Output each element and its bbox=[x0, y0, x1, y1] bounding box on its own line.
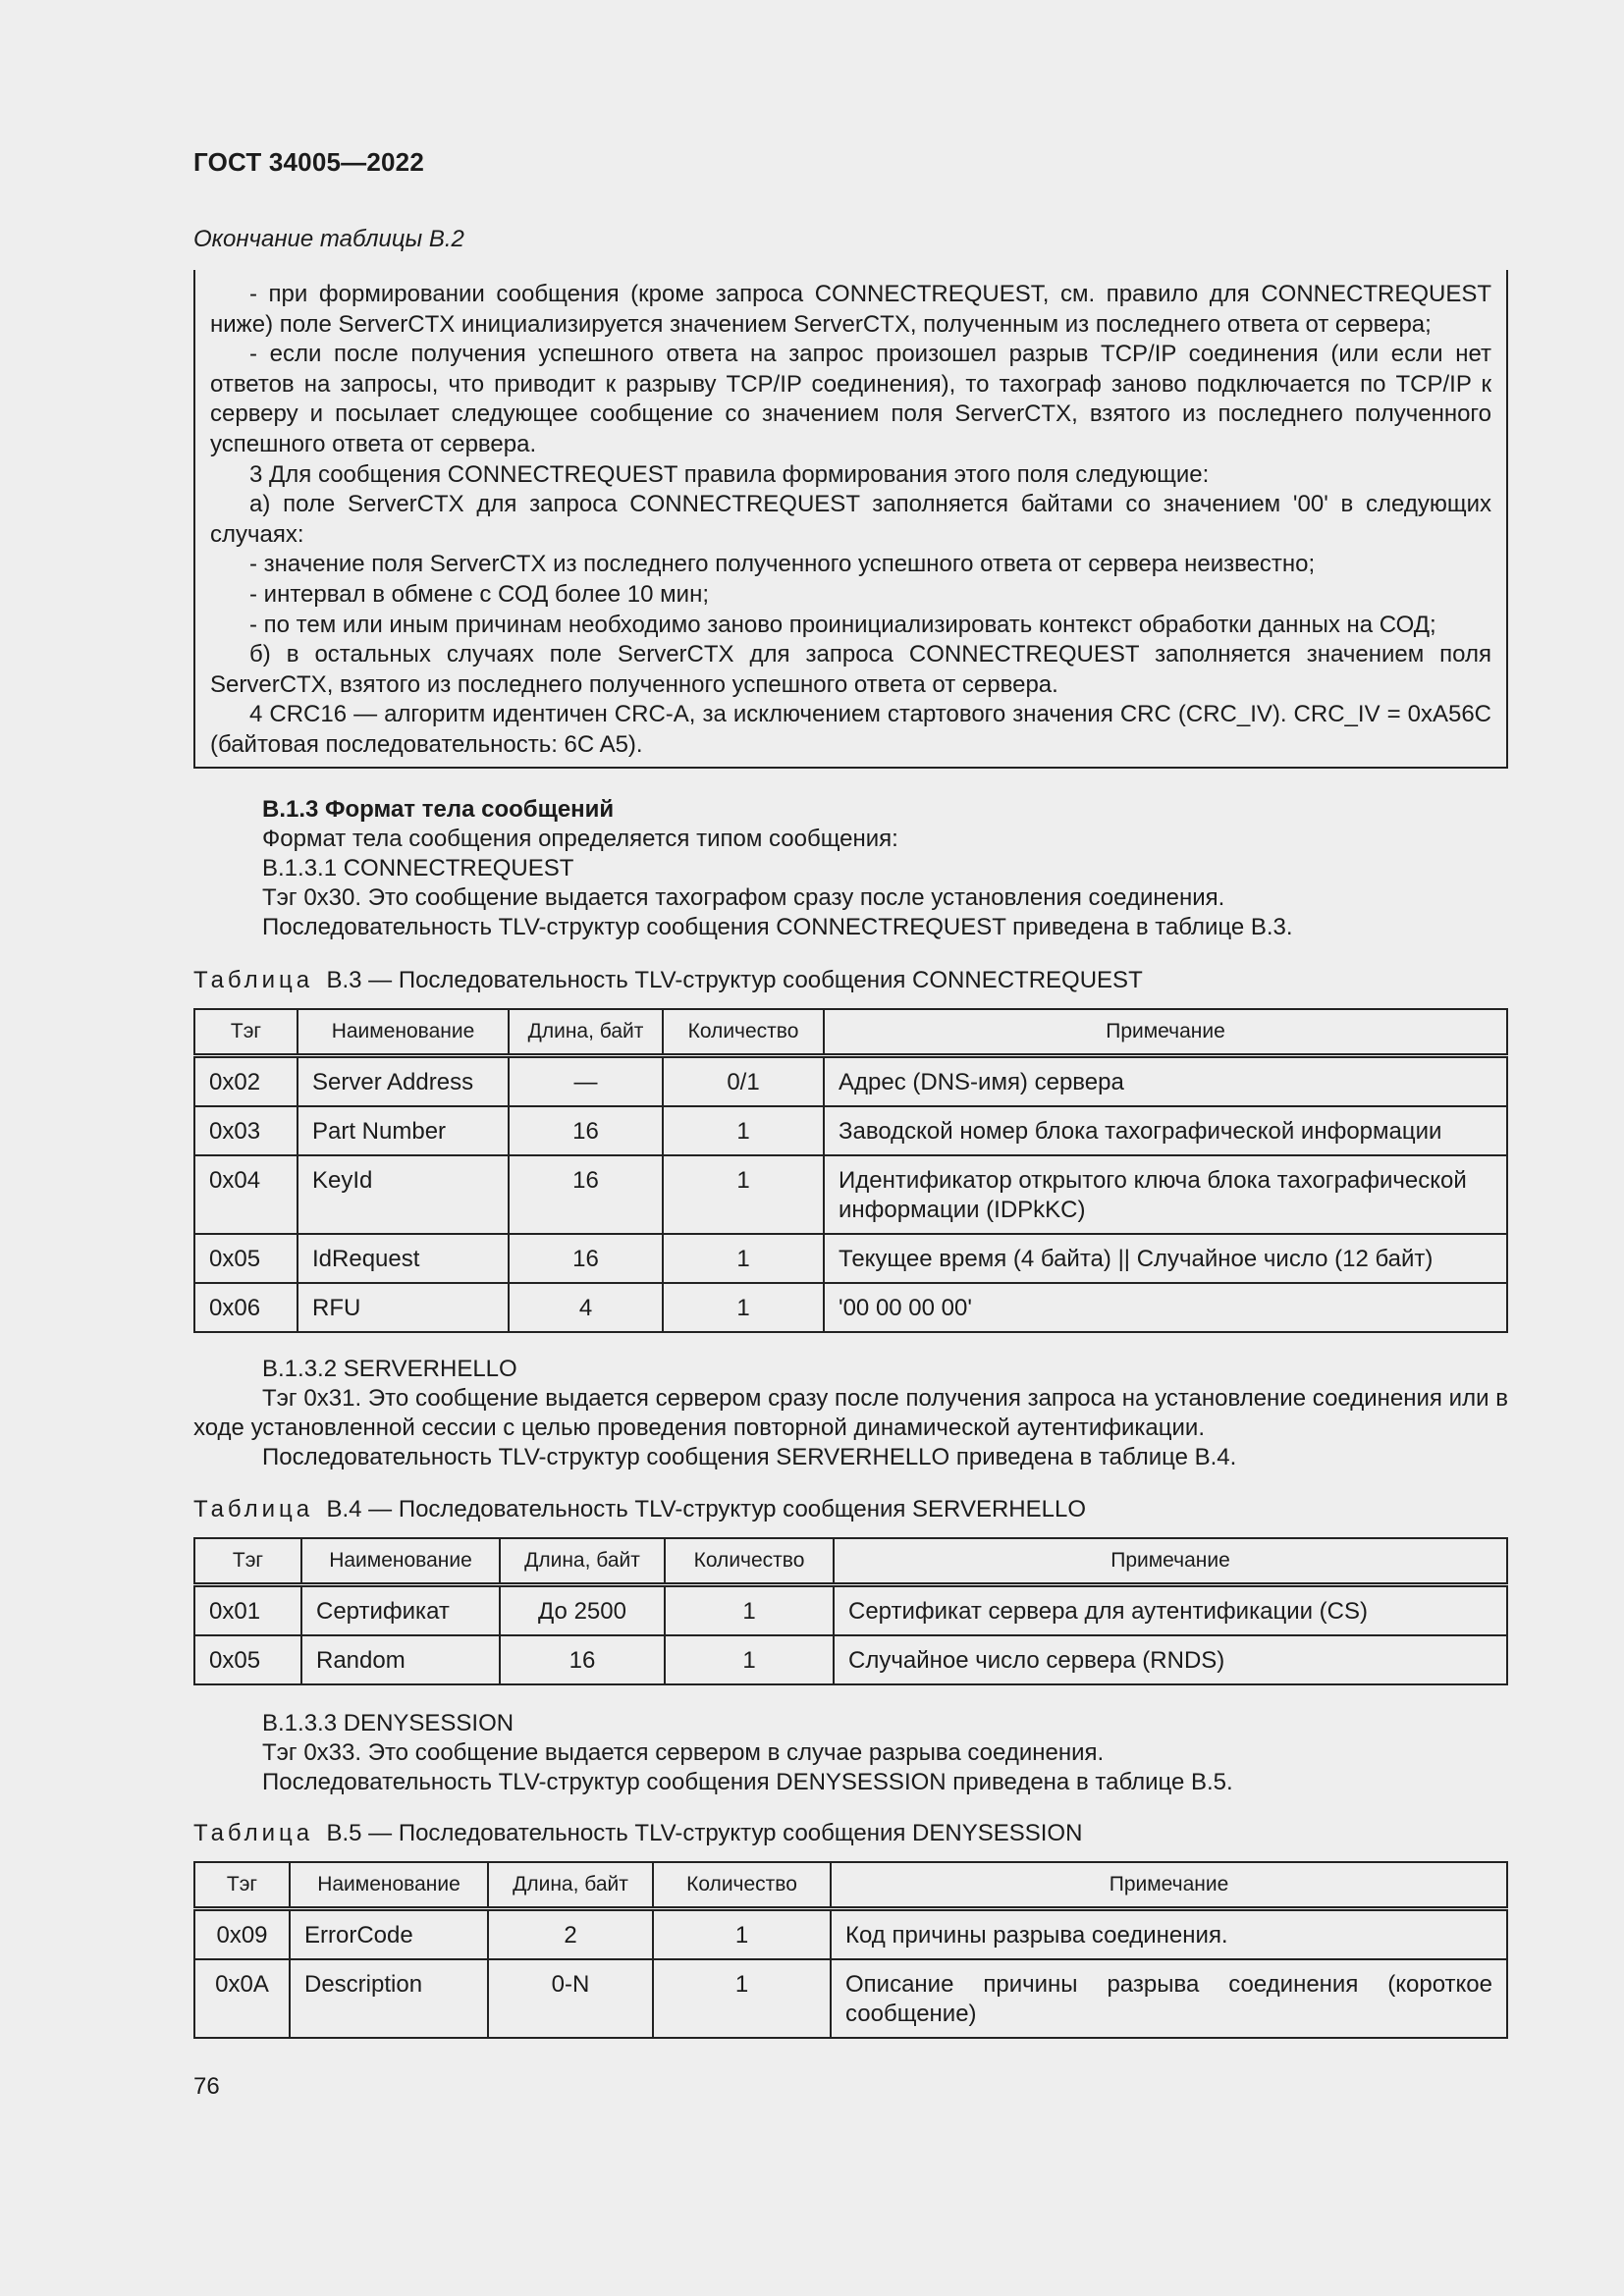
subsection-ref: Последовательность TLV-структур сообщения CONNECTREQUEST приведена в таблице В.3. bbox=[262, 914, 1293, 940]
subsection-title: В.1.3.1 CONNECTREQUEST bbox=[262, 855, 574, 881]
header-cell: Длина, байт bbox=[488, 1862, 653, 1909]
cell-note: Описание причины разрыва соединения (короткое сообщение) bbox=[831, 1959, 1507, 2038]
cell-length: — bbox=[509, 1056, 663, 1107]
table-b3-caption bbox=[193, 967, 1143, 994]
cell-note: Сертификат сервера для аутентификации (CS) bbox=[834, 1585, 1507, 1636]
header-cell: Длина, байт bbox=[500, 1538, 665, 1585]
cell-length: До 2500 bbox=[500, 1585, 665, 1636]
table-row bbox=[194, 1106, 1507, 1155]
subsection-text: Тэг 0x31. Это сообщение выдается сервером сразу после получения запроса на установление соединения или в ходе установленной сессии с целью проведения повторной динамической аутентификации. bbox=[193, 1385, 1508, 1441]
cell-tag: 0x03 bbox=[194, 1106, 298, 1155]
cell-count: 1 bbox=[653, 1959, 831, 2038]
caption-word: Таблица bbox=[193, 1496, 314, 1522]
table-row bbox=[194, 1585, 1507, 1636]
section-intro: Формат тела сообщения определяется типом сообщения: bbox=[262, 826, 898, 852]
cell-note: Заводской номер блока тахографической информации bbox=[824, 1106, 1507, 1155]
table-b5 bbox=[193, 1861, 1508, 2039]
header-cell: Примечание bbox=[824, 1009, 1507, 1056]
cell-length: 4 bbox=[509, 1283, 663, 1332]
subsection-text: Тэг 0x30. Это сообщение выдается тахографом сразу после установления соединения. bbox=[262, 884, 1225, 911]
cell-length: 16 bbox=[500, 1635, 665, 1684]
box-paragraph: 3 Для сообщения CONNECTREQUEST правила формирования этого поля следующие: bbox=[249, 460, 1210, 488]
cell-tag: 0x01 bbox=[194, 1585, 301, 1636]
table-header-row bbox=[194, 1538, 1507, 1585]
cell-name: ErrorCode bbox=[290, 1909, 488, 1960]
cell-name: Description bbox=[290, 1959, 488, 2038]
box-paragraph: б) в остальных случаях поле ServerCTX для запроса CONNECTREQUEST заполняется значением поля ServerCTX, взятого из последнего полученного успешного ответа от сервера. bbox=[210, 641, 1491, 698]
box-paragraph: - интервал в обмене с СОД более 10 мин; bbox=[249, 580, 709, 608]
cell-length: 0-N bbox=[488, 1959, 653, 2038]
table-b3 bbox=[193, 1008, 1508, 1333]
section-b132 bbox=[193, 1355, 1508, 1472]
box-paragraph: 4 CRC16 — алгоритм идентичен CRC-A, за исключением стартового значения CRC (CRC_IV). CRC_IV = 0xA56C (байтовая последовательность: 6C A5). bbox=[210, 701, 1491, 758]
box-paragraph: а) поле ServerCTX для запроса CONNECTREQUEST заполняется байтами со значением '00' в следующих случаях: bbox=[210, 491, 1491, 548]
subsection-title: В.1.3.3 DENYSESSION bbox=[262, 1710, 514, 1736]
header-cell: Тэг bbox=[194, 1862, 290, 1909]
header-cell: Длина, байт bbox=[509, 1009, 663, 1056]
header-cell: Тэг bbox=[194, 1538, 301, 1585]
cell-tag: 0x0A bbox=[194, 1959, 290, 2038]
box-paragraph: - значение поля ServerCTX из последнего полученного успешного ответа от сервера неизвестно; bbox=[249, 551, 1316, 578]
subsection-text: Тэг 0x33. Это сообщение выдается сервером в случае разрыва соединения. bbox=[262, 1739, 1105, 1766]
table-row bbox=[194, 1283, 1507, 1332]
header-cell: Примечание bbox=[834, 1538, 1507, 1585]
continuation-caption: Окончание таблицы В.2 bbox=[193, 226, 464, 252]
header-cell: Наименование bbox=[290, 1862, 488, 1909]
header-cell: Тэг bbox=[194, 1009, 298, 1056]
cell-name: Server Address bbox=[298, 1056, 509, 1107]
cell-note: Код причины разрыва соединения. bbox=[831, 1909, 1507, 1960]
cell-tag: 0x04 bbox=[194, 1155, 298, 1234]
table-b2-end-box bbox=[193, 270, 1508, 769]
subsection-title: В.1.3.2 SERVERHELLO bbox=[262, 1356, 517, 1382]
cell-tag: 0x05 bbox=[194, 1234, 298, 1283]
cell-count: 0/1 bbox=[663, 1056, 824, 1107]
cell-name: Part Number bbox=[298, 1106, 509, 1155]
table-row bbox=[194, 1234, 1507, 1283]
cell-name: RFU bbox=[298, 1283, 509, 1332]
caption-text: В.3 — Последовательность TLV-структур сообщения CONNECTREQUEST bbox=[326, 967, 1143, 993]
table-b4-caption bbox=[193, 1496, 1086, 1523]
section-b133 bbox=[193, 1709, 1508, 1797]
page-number: 76 bbox=[193, 2073, 220, 2100]
cell-name: Random bbox=[301, 1635, 500, 1684]
cell-note: Идентификатор открытого ключа блока тахографической информации (IDPkKC) bbox=[824, 1155, 1507, 1234]
cell-name: KeyId bbox=[298, 1155, 509, 1234]
caption-word: Таблица bbox=[193, 967, 314, 993]
header-cell: Наименование bbox=[298, 1009, 509, 1056]
header-cell: Наименование bbox=[301, 1538, 500, 1585]
cell-count: 1 bbox=[663, 1155, 824, 1234]
header-cell: Количество bbox=[663, 1009, 824, 1056]
cell-note: '00 00 00 00' bbox=[824, 1283, 1507, 1332]
table-b5-caption bbox=[193, 1820, 1082, 1847]
cell-count: 1 bbox=[665, 1585, 834, 1636]
cell-tag: 0x05 bbox=[194, 1635, 301, 1684]
cell-tag: 0x09 bbox=[194, 1909, 290, 1960]
table-row bbox=[194, 1909, 1507, 1960]
cell-length: 2 bbox=[488, 1909, 653, 1960]
cell-count: 1 bbox=[663, 1283, 824, 1332]
box-paragraph: - если после получения успешного ответа на запрос произошел разрыв TCP/IP соединения (или если нет ответов на запросы, что приводит к разрыву TCP/IP соединения), то тахограф заново подключается по TCP/IP к серверу и посылает следующее сообщение со значением поля ServerCTX, взятого из последнего полученного успешного ответа от сервера. bbox=[210, 341, 1491, 457]
table-header-row bbox=[194, 1862, 1507, 1909]
caption-word: Таблица bbox=[193, 1820, 314, 1846]
cell-note: Текущее время (4 байта) || Случайное число (12 байт) bbox=[824, 1234, 1507, 1283]
section-heading: В.1.3 Формат тела сообщений bbox=[262, 796, 615, 823]
cell-count: 1 bbox=[663, 1106, 824, 1155]
document-header: ГОСТ 34005—2022 bbox=[193, 147, 424, 177]
cell-tag: 0x02 bbox=[194, 1056, 298, 1107]
table-row bbox=[194, 1635, 1507, 1684]
cell-name: Сертификат bbox=[301, 1585, 500, 1636]
header-cell: Количество bbox=[665, 1538, 834, 1585]
cell-note: Адрес (DNS-имя) сервера bbox=[824, 1056, 1507, 1107]
header-cell: Примечание bbox=[831, 1862, 1507, 1909]
box-paragraph: - по тем или иным причинам необходимо заново проинициализировать контекст обработки данных на СОД; bbox=[249, 611, 1436, 638]
subsection-ref: Последовательность TLV-структур сообщения SERVERHELLO приведена в таблице В.4. bbox=[262, 1444, 1237, 1470]
cell-count: 1 bbox=[653, 1909, 831, 1960]
cell-count: 1 bbox=[665, 1635, 834, 1684]
box-paragraph: - при формировании сообщения (кроме запроса CONNECTREQUEST, см. правило для CONNECTREQUEST ниже) поле ServerCTX инициализируется значением ServerCTX, полученным из последнего ответа от сервера; bbox=[210, 281, 1491, 338]
table-b4 bbox=[193, 1537, 1508, 1685]
section-b13 bbox=[193, 795, 1508, 942]
header-cell: Количество bbox=[653, 1862, 831, 1909]
table-row bbox=[194, 1155, 1507, 1234]
cell-note: Случайное число сервера (RNDS) bbox=[834, 1635, 1507, 1684]
caption-text: В.5 — Последовательность TLV-структур сообщения DENYSESSION bbox=[326, 1820, 1083, 1846]
cell-count: 1 bbox=[663, 1234, 824, 1283]
cell-name: IdRequest bbox=[298, 1234, 509, 1283]
caption-text: В.4 — Последовательность TLV-структур сообщения SERVERHELLO bbox=[326, 1496, 1087, 1522]
cell-length: 16 bbox=[509, 1106, 663, 1155]
subsection-ref: Последовательность TLV-структур сообщения DENYSESSION приведена в таблице В.5. bbox=[262, 1769, 1233, 1795]
table-row bbox=[194, 1959, 1507, 2038]
cell-tag: 0x06 bbox=[194, 1283, 298, 1332]
table-row bbox=[194, 1056, 1507, 1107]
table-header-row bbox=[194, 1009, 1507, 1056]
cell-length: 16 bbox=[509, 1155, 663, 1234]
cell-length: 16 bbox=[509, 1234, 663, 1283]
